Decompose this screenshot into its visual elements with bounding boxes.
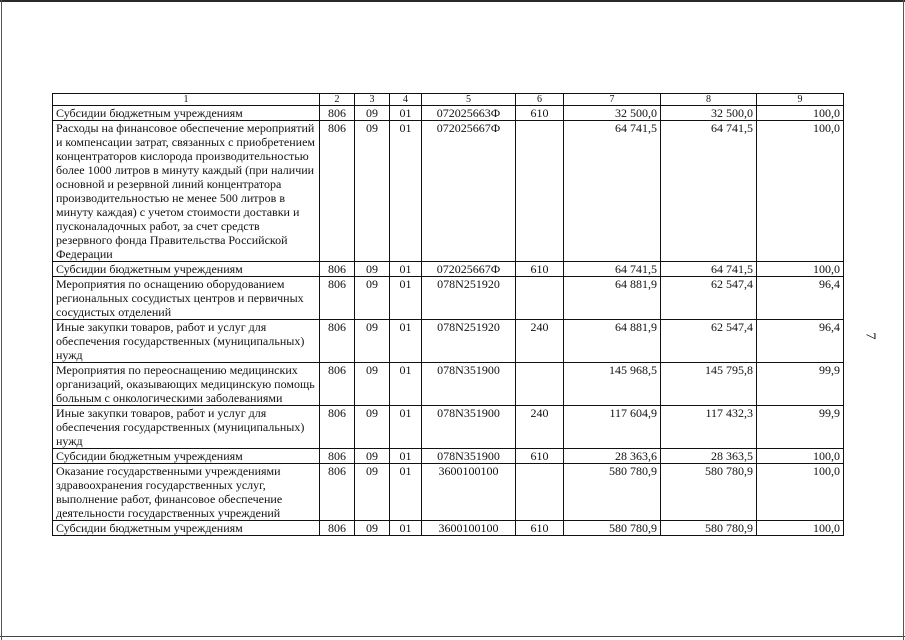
ministry-code-cell: 806: [320, 363, 355, 406]
header-cell: 7: [564, 94, 661, 106]
subsection-code-cell: 01: [390, 106, 422, 121]
executed-amount-cell: 580 780,9: [661, 521, 757, 536]
table-row: [53, 121, 844, 262]
page-left-edge: [1, 0, 2, 640]
expense-name-cell: Субсидии бюджетным учреждениям: [53, 449, 320, 464]
target-article-cell: 072025663Ф: [422, 106, 516, 121]
table-row: [53, 521, 844, 536]
page-right-edge: [903, 0, 904, 640]
target-article-cell: 078N251920: [422, 277, 516, 320]
section-code-cell: 09: [355, 449, 390, 464]
target-article-cell: 078N351900: [422, 406, 516, 449]
table-row: [53, 106, 844, 121]
table-row: [53, 449, 844, 464]
expense-type-cell: [516, 277, 564, 320]
target-article-cell: 3600100100: [422, 464, 516, 521]
execution-percent-cell: 99,9: [757, 406, 844, 449]
page-bottom-edge: [0, 636, 905, 637]
executed-amount-cell: 580 780,9: [661, 464, 757, 521]
header-cell: 6: [516, 94, 564, 106]
expense-type-cell: 610: [516, 106, 564, 121]
execution-percent-cell: 96,4: [757, 320, 844, 363]
header-cell: 8: [661, 94, 757, 106]
subsection-code-cell: 01: [390, 363, 422, 406]
section-code-cell: 09: [355, 406, 390, 449]
expense-name-cell: Субсидии бюджетным учреждениям: [53, 106, 320, 121]
header-cell: 2: [320, 94, 355, 106]
execution-percent-cell: 96,4: [757, 277, 844, 320]
ministry-code-cell: 806: [320, 521, 355, 536]
page-top-edge: [0, 0, 905, 2]
planned-amount-cell: 580 780,9: [564, 521, 661, 536]
target-article-cell: 3600100100: [422, 521, 516, 536]
subsection-code-cell: 01: [390, 406, 422, 449]
target-article-cell: 072025667Ф: [422, 262, 516, 277]
executed-amount-cell: 32 500,0: [661, 106, 757, 121]
expense-name-cell: Субсидии бюджетным учреждениям: [53, 521, 320, 536]
page-number: 7: [862, 332, 878, 340]
table-row: [53, 406, 844, 449]
section-code-cell: 09: [355, 363, 390, 406]
planned-amount-cell: 64 881,9: [564, 277, 661, 320]
ministry-code-cell: 806: [320, 320, 355, 363]
subsection-code-cell: 01: [390, 521, 422, 536]
header-cell: 9: [757, 94, 844, 106]
expense-type-cell: 610: [516, 449, 564, 464]
execution-percent-cell: 100,0: [757, 121, 844, 262]
section-code-cell: 09: [355, 320, 390, 363]
planned-amount-cell: 64 741,5: [564, 121, 661, 262]
executed-amount-cell: 64 741,5: [661, 121, 757, 262]
header-cell: 1: [53, 94, 320, 106]
table-row: [53, 464, 844, 521]
executed-amount-cell: 28 363,5: [661, 449, 757, 464]
ministry-code-cell: 806: [320, 121, 355, 262]
planned-amount-cell: 145 968,5: [564, 363, 661, 406]
execution-percent-cell: 100,0: [757, 449, 844, 464]
execution-percent-cell: 99,9: [757, 363, 844, 406]
target-article-cell: 078N351900: [422, 449, 516, 464]
budget-table: [52, 93, 844, 536]
header-cell: 3: [355, 94, 390, 106]
planned-amount-cell: 64 741,5: [564, 262, 661, 277]
header-cell: 4: [390, 94, 422, 106]
planned-amount-cell: 32 500,0: [564, 106, 661, 121]
subsection-code-cell: 01: [390, 449, 422, 464]
ministry-code-cell: 806: [320, 106, 355, 121]
section-code-cell: 09: [355, 277, 390, 320]
table-header-row: [53, 94, 844, 106]
execution-percent-cell: 100,0: [757, 106, 844, 121]
ministry-code-cell: 806: [320, 406, 355, 449]
table-row: [53, 262, 844, 277]
expense-type-cell: 240: [516, 406, 564, 449]
executed-amount-cell: 62 547,4: [661, 277, 757, 320]
subsection-code-cell: 01: [390, 121, 422, 262]
executed-amount-cell: 64 741,5: [661, 262, 757, 277]
expense-name-cell: Оказание государственными учреждениями здравоохранения государственных услуг, выполнение работ, финансовое обеспечение деятельности государственных учреждений: [53, 464, 320, 521]
executed-amount-cell: 62 547,4: [661, 320, 757, 363]
expense-type-cell: [516, 464, 564, 521]
expense-name-cell: Мероприятия по оснащению оборудованием региональных сосудистых центров и первичных сосудистых отделений: [53, 277, 320, 320]
section-code-cell: 09: [355, 521, 390, 536]
target-article-cell: 072025667Ф: [422, 121, 516, 262]
expense-name-cell: Субсидии бюджетным учреждениям: [53, 262, 320, 277]
subsection-code-cell: 01: [390, 464, 422, 521]
planned-amount-cell: 580 780,9: [564, 464, 661, 521]
table-row: [53, 277, 844, 320]
section-code-cell: 09: [355, 106, 390, 121]
expense-type-cell: [516, 121, 564, 262]
executed-amount-cell: 145 795,8: [661, 363, 757, 406]
section-code-cell: 09: [355, 121, 390, 262]
table-row: [53, 363, 844, 406]
execution-percent-cell: 100,0: [757, 464, 844, 521]
planned-amount-cell: 117 604,9: [564, 406, 661, 449]
subsection-code-cell: 01: [390, 262, 422, 277]
expense-name-cell: Мероприятия по переоснащению медицинских организаций, оказывающих медицинскую помощь больным с онкологическими заболеваниями: [53, 363, 320, 406]
expense-type-cell: 240: [516, 320, 564, 363]
expense-name-cell: Иные закупки товаров, работ и услуг для обеспечения государственных (муниципальных) нужд: [53, 320, 320, 363]
target-article-cell: 078N251920: [422, 320, 516, 363]
table-row: [53, 320, 844, 363]
ministry-code-cell: 806: [320, 262, 355, 277]
subsection-code-cell: 01: [390, 277, 422, 320]
section-code-cell: 09: [355, 262, 390, 277]
target-article-cell: 078N351900: [422, 363, 516, 406]
expense-type-cell: 610: [516, 262, 564, 277]
expense-name-cell: Расходы на финансовое обеспечение мероприятий и компенсации затрат, связанных с приобретением концентраторов кислорода производительностью более 1000 литров в минуту каждый (при наличии основной и резервной линий концентратора производительностью не менее 500 литров в минуту каждая) с учетом стоимости доставки и пусконаладочных работ, за счет средств резервного фонда Правительства Российской Федерации: [53, 121, 320, 262]
execution-percent-cell: 100,0: [757, 262, 844, 277]
executed-amount-cell: 117 432,3: [661, 406, 757, 449]
ministry-code-cell: 806: [320, 449, 355, 464]
ministry-code-cell: 806: [320, 277, 355, 320]
subsection-code-cell: 01: [390, 320, 422, 363]
planned-amount-cell: 64 881,9: [564, 320, 661, 363]
header-cell: 5: [422, 94, 516, 106]
expense-name-cell: Иные закупки товаров, работ и услуг для обеспечения государственных (муниципальных) нужд: [53, 406, 320, 449]
expense-type-cell: 610: [516, 521, 564, 536]
execution-percent-cell: 100,0: [757, 521, 844, 536]
section-code-cell: 09: [355, 464, 390, 521]
expense-type-cell: [516, 363, 564, 406]
planned-amount-cell: 28 363,6: [564, 449, 661, 464]
ministry-code-cell: 806: [320, 464, 355, 521]
